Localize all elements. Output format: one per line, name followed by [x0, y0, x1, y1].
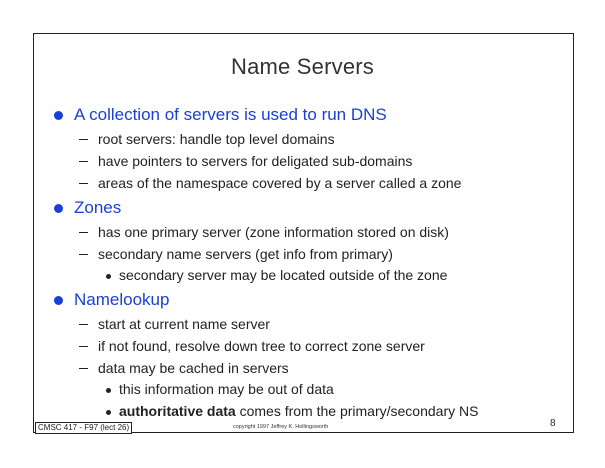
- list-item: secondary name servers (get info from primary): [98, 246, 393, 262]
- section-heading: Namelookup: [74, 290, 170, 309]
- page-number: 8: [550, 418, 556, 429]
- bold-term: authoritative data: [119, 403, 236, 419]
- dash-icon: [79, 346, 88, 347]
- bullet-icon: [54, 296, 63, 305]
- sub-bullet-icon: [106, 410, 111, 415]
- sub-list-item: secondary server may be located outside of the zone: [119, 267, 448, 283]
- dash-icon: [79, 254, 88, 255]
- course-label: CMSC 417 - F97 (lect 26): [35, 422, 132, 434]
- sub-bullet-icon: [106, 388, 111, 393]
- section-heading: A collection of servers is used to run DNS: [74, 105, 387, 124]
- slide-title: Name Servers: [231, 54, 374, 79]
- sub-list-item: this information may be out of data: [119, 381, 334, 397]
- list-item: if not found, resolve down tree to correct zone server: [98, 338, 425, 354]
- sub-bullet-icon: [106, 274, 111, 279]
- sub-list-item-text: comes from the primary/secondary NS: [239, 403, 479, 419]
- section-heading: Zones: [74, 198, 122, 217]
- list-item: has one primary server (zone information stored on disk): [98, 224, 449, 240]
- list-item: have pointers to servers for deligated sub-domains: [98, 153, 413, 169]
- list-item: root servers: handle top level domains: [98, 131, 335, 147]
- dash-icon: [79, 324, 88, 325]
- list-item: data may be cached in servers: [98, 360, 289, 376]
- copyright-notice: copyright 1997 Jeffrey K. Hollingsworth: [233, 424, 329, 430]
- dash-icon: [79, 161, 88, 162]
- dash-icon: [79, 183, 88, 184]
- list-item: areas of the namespace covered by a server called a zone: [98, 175, 462, 191]
- bullet-icon: [54, 204, 63, 213]
- dash-icon: [79, 368, 88, 369]
- sub-list-item: [119, 403, 478, 419]
- dash-icon: [79, 139, 88, 140]
- list-item: start at current name server: [98, 316, 270, 332]
- bullet-icon: [54, 111, 63, 120]
- dash-icon: [79, 232, 88, 233]
